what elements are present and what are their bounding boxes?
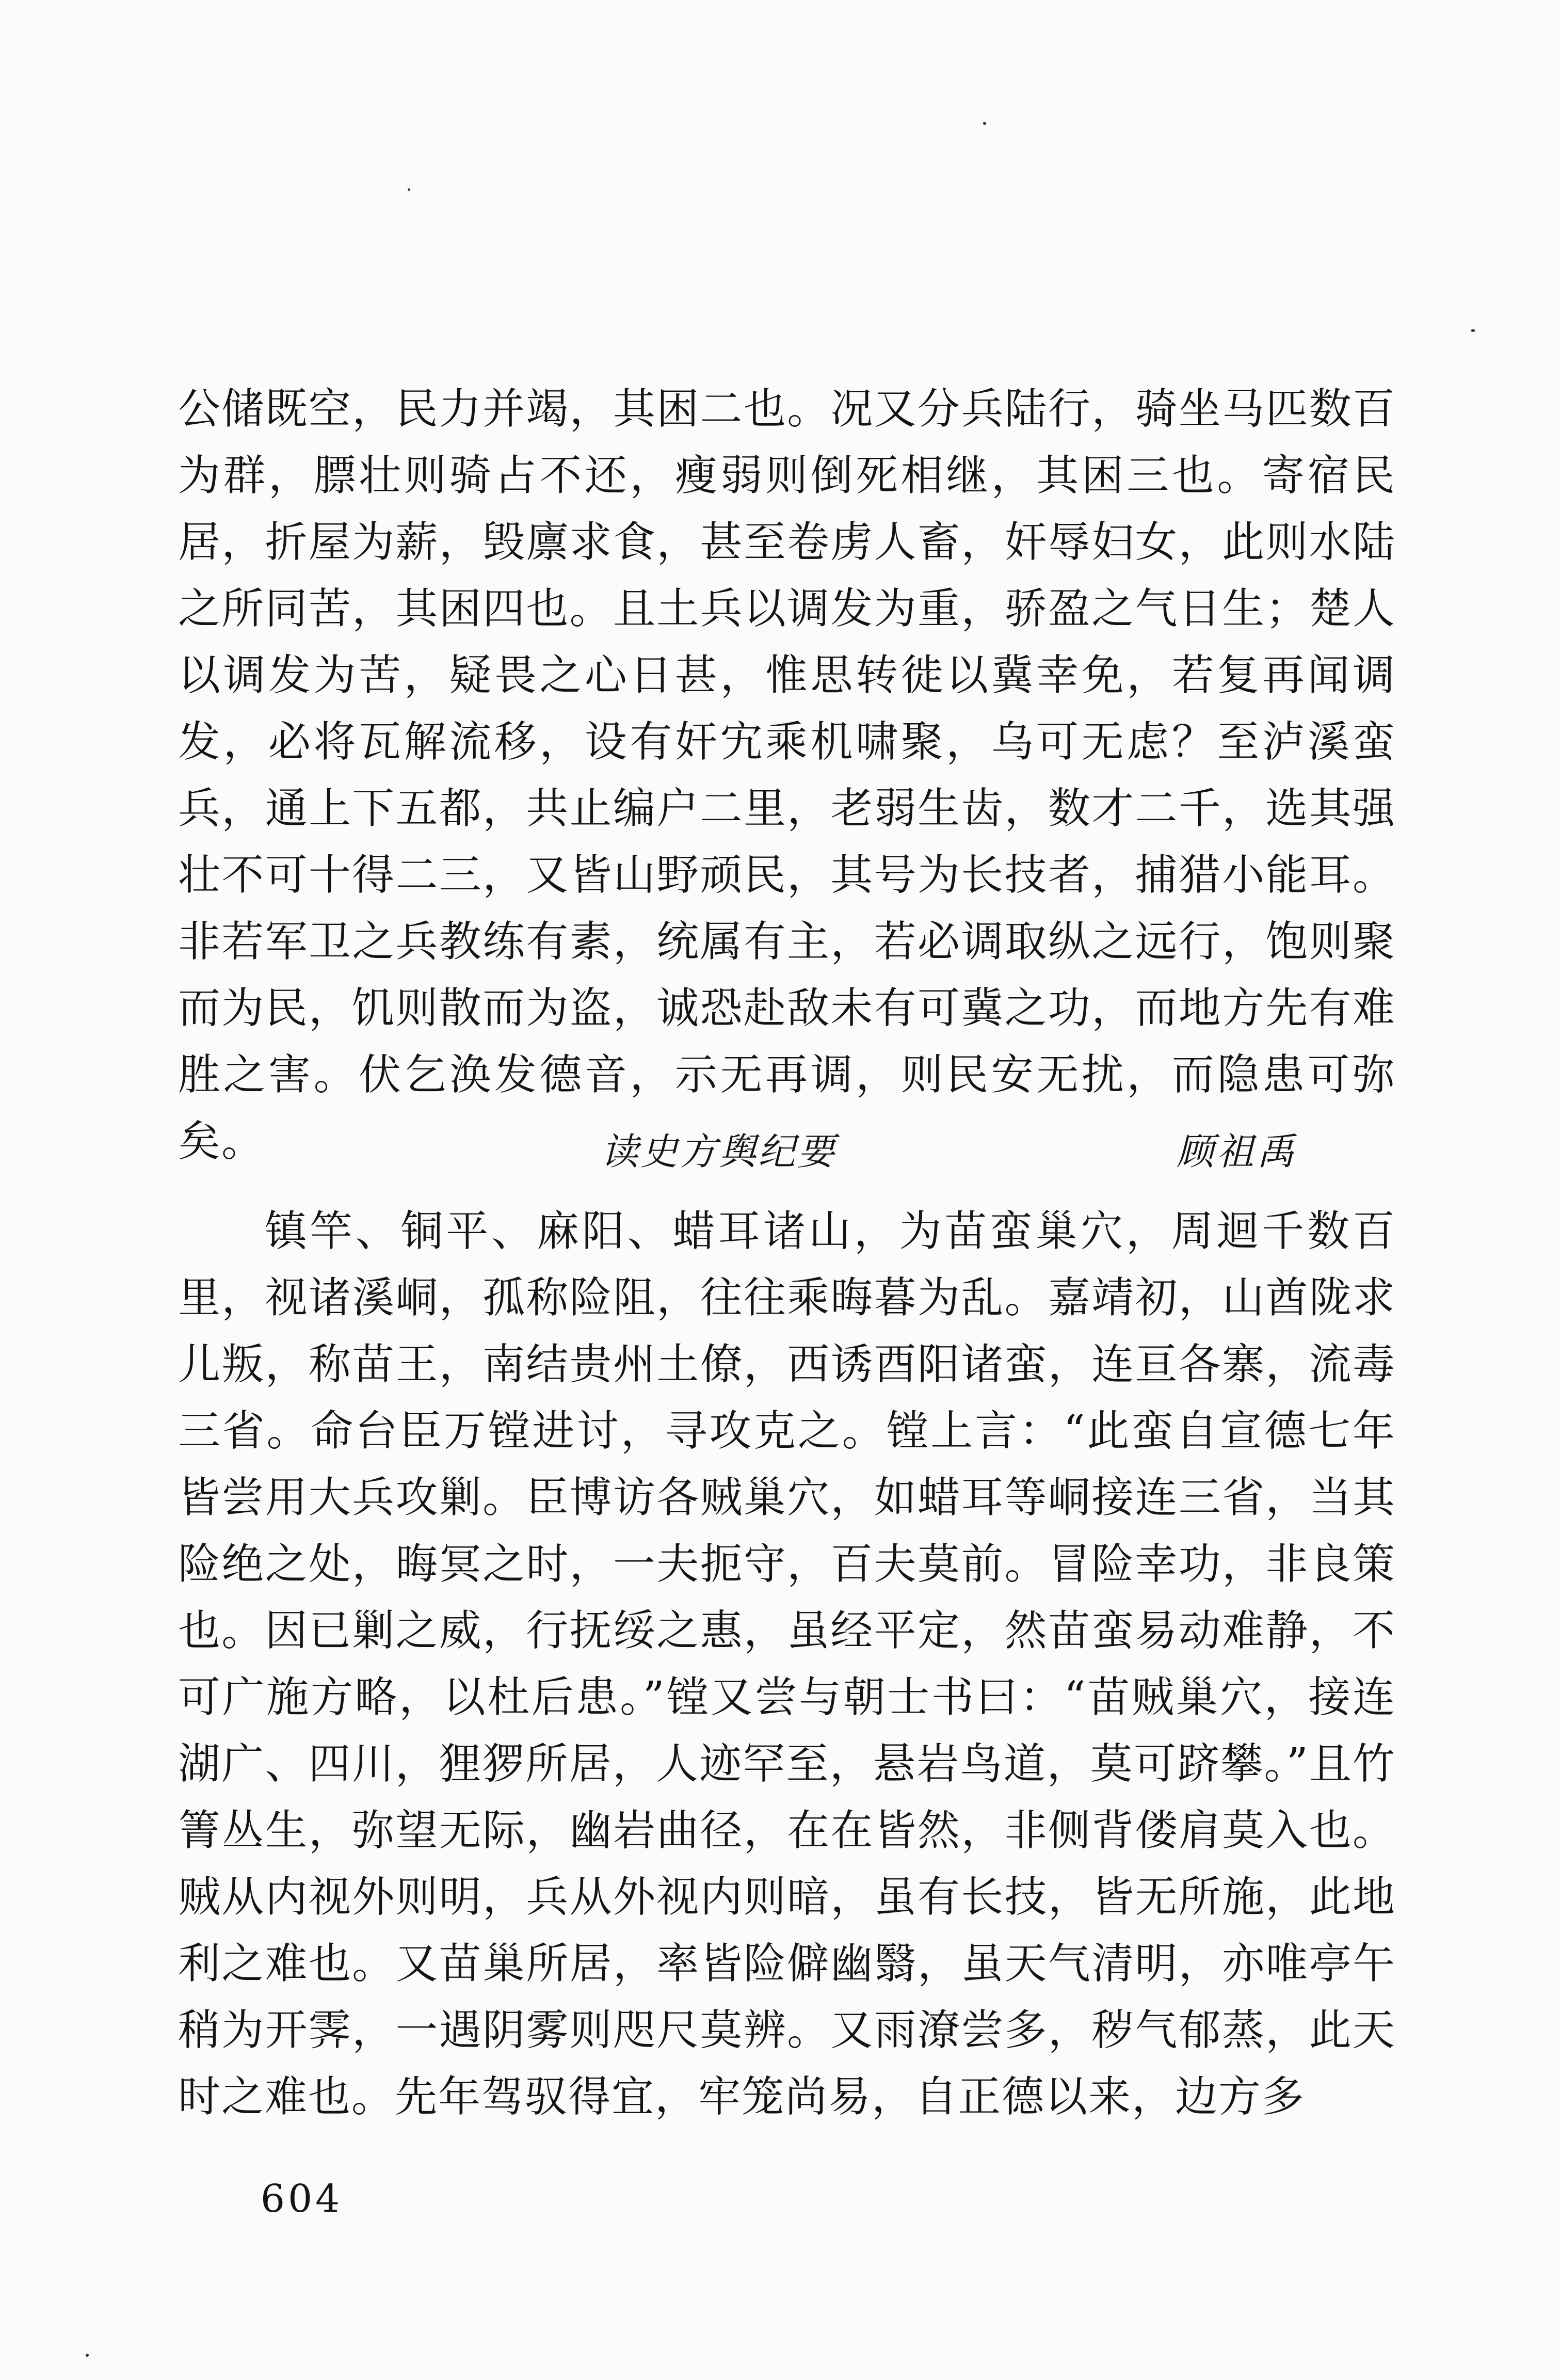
section-heading <box>0 1123 1561 1185</box>
paragraph-continued: 公储既空，民力并竭，其困二也。况又分兵陆行，骑坐马匹数百为群，膘壮则骑占不还，瘦弱则倒死相继，其困三也。寄宿民居，折屋为薪，毁廪求食，甚至卷虏人畜，奸辱妇女，此则水陆之所同苦，其困四也。且土兵以调发为重，骄盈之气日生；楚人以调发为苦，疑畏之心日甚，惟思转徙以冀幸免，若复再闻调发，必将瓦解流移，设有奸宄乘机啸聚，乌可无虑？至泸溪蛮兵，通上下五都，共止编户二里，老弱生齿，数才二千，选其强壮不可十得二三，又皆山野顽民，其号为长技者，捕猎小能耳。非若军卫之兵教练有素，统属有主，若必调取纵之远行，饱则聚而为民，饥则散而为盗，诚恐赴敌未有可冀之功，而地方先有难胜之害。伏乞涣发德音，示无再调，则民安无扰，而隐患可弥矣。 <box>178 385 1396 1166</box>
section-title: 读史方舆纪要 <box>601 1130 837 1173</box>
page-number: 604 <box>261 2177 343 2221</box>
section-author: 顾祖禹 <box>1177 1130 1298 1173</box>
scan-speck <box>983 122 986 125</box>
scan-speck <box>86 2354 89 2357</box>
paragraph-excerpt: 镇竿、铜平、麻阳、蜡耳诸山，为苗蛮巢穴，周迴千数百里，视诸溪峒，孤称险阻，往往乘晦暮为乱。嘉靖初，山酋陇求儿叛，称苗王，南结贵州土僚，西诱酉阳诸蛮，连亘各寨，流毒三省。命台臣万镗进讨，寻攻克之。镗上言：“此蛮自宣德七年皆尝用大兵攻剿。臣博访各贼巢穴，如蜡耳等峒接连三省，当其险绝之处，晦冥之时，一夫扼守，百夫莫前。冒险幸功，非良策也。因已剿之威，行抚绥之惠，虽经平定，然苗蛮易动难静，不可广施方略，以杜后患。”镗又尝与朝士书曰：“苗贼巢穴，接连湖广、四川，狸猡所居，人迹罕至，悬岩鸟道，莫可跻攀。”且竹箐丛生，弥望无际，幽岩曲径，在在皆然，非侧背偻肩莫入也。贼从内视外则明，兵从外视内则暗，虽有长技，皆无所施，此地利之难也。又苗巢所居，率皆险僻幽翳，虽天气清明，亦唯亭午稍为开霁，一遇阴雾则咫尺莫辨。又雨潦尝多，秽气郁蒸，此天时之难也。先年驾驭得宜，牢笼尚易，自正德以来，边方多 <box>178 1207 1396 2121</box>
scan-speck <box>1471 329 1475 332</box>
scan-speck <box>408 188 410 191</box>
